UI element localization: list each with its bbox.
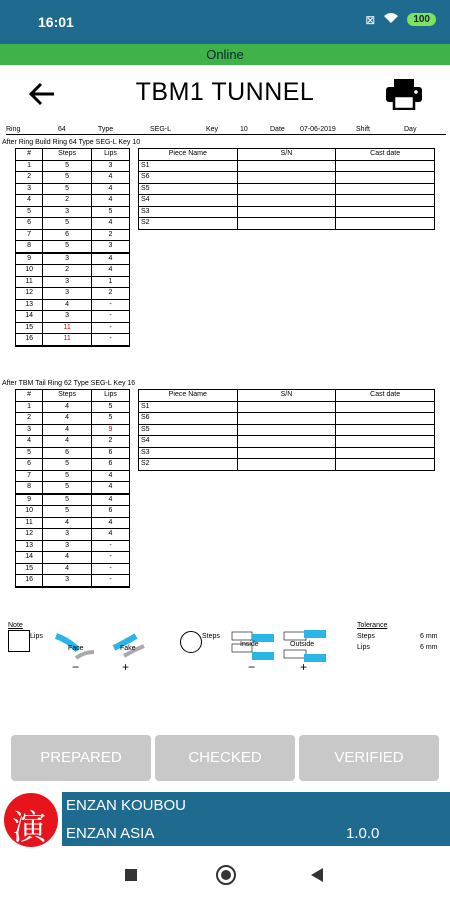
legend <box>0 618 450 678</box>
table-cell: 12 <box>16 529 43 541</box>
table-cell: 5 <box>16 206 43 218</box>
table-cell: 14 <box>16 552 43 564</box>
table-cell: 5 <box>43 172 92 184</box>
table-row <box>16 459 130 471</box>
table-row <box>16 529 130 541</box>
checked-button[interactable]: CHECKED <box>155 735 295 781</box>
table-cell: 2 <box>43 195 92 207</box>
table-cell: 9 <box>16 494 43 506</box>
table-cell: 3 <box>92 160 130 172</box>
table-cell: 11 <box>16 276 43 288</box>
table-cell: - <box>92 540 130 552</box>
status-bar <box>0 0 450 44</box>
piece-name-cell: S6 <box>139 413 238 425</box>
table-cell: 4 <box>92 183 130 195</box>
column-header: S/N <box>237 390 336 402</box>
table-cell: 6 <box>16 218 43 230</box>
table-cell: 15 <box>16 322 43 334</box>
tolerance-lips-label: Lips <box>357 644 370 651</box>
outside-plus-sign: + <box>300 660 308 674</box>
table-row <box>139 413 435 425</box>
table-cell: 5 <box>16 447 43 459</box>
app-version: 1.0.0 <box>346 825 380 842</box>
inside-minus-sign: − <box>248 660 256 674</box>
table-cell: 11 <box>16 517 43 529</box>
inside-label: Inside <box>240 641 259 648</box>
table-cell <box>336 172 435 184</box>
table-row <box>16 506 130 518</box>
table-header-row <box>16 149 130 161</box>
table-row <box>16 401 130 413</box>
table-row <box>16 482 130 494</box>
table-cell: 13 <box>16 299 43 311</box>
table-cell: 13 <box>16 540 43 552</box>
table-row <box>16 218 130 230</box>
verified-button[interactable]: VERIFIED <box>299 735 439 781</box>
table-cell <box>237 172 336 184</box>
table-cell: 4 <box>16 195 43 207</box>
table-row <box>16 276 130 288</box>
table-cell: 1 <box>16 401 43 413</box>
table-cell: 4 <box>43 517 92 529</box>
table-cell: 6 <box>43 229 92 241</box>
table-cell: 16 <box>16 334 43 346</box>
type-value: SEG-L <box>150 126 172 133</box>
tolerance-steps-label: Steps <box>357 633 375 640</box>
table-header-row <box>139 390 435 402</box>
table-row <box>16 470 130 482</box>
ring-label: Ring <box>6 126 21 133</box>
table-cell: 4 <box>92 482 130 494</box>
piece-name-cell: S3 <box>139 447 238 459</box>
piece-name-cell: S1 <box>139 160 238 172</box>
column-header: Cast date <box>336 149 435 161</box>
table-cell: 7 <box>16 229 43 241</box>
table-row <box>16 424 130 436</box>
table-row <box>16 447 130 459</box>
column-header: Lips <box>92 149 130 161</box>
table-cell: 3 <box>43 206 92 218</box>
logo-glyph: 演 <box>12 808 46 848</box>
table-cell: 6 <box>92 459 130 471</box>
company-logo <box>2 792 60 848</box>
status-icons <box>365 12 436 27</box>
after-ring-build-table <box>15 148 130 347</box>
table-cell: 3 <box>43 253 92 265</box>
table-row <box>16 299 130 311</box>
table-cell: 2 <box>16 172 43 184</box>
footer-bar <box>62 792 450 846</box>
plus-sign: + <box>122 660 130 674</box>
table-header-row <box>139 149 435 161</box>
table-row <box>16 288 130 300</box>
piece-name-cell: S1 <box>139 401 238 413</box>
table-row <box>16 494 130 506</box>
table-cell <box>336 218 435 230</box>
table-cell: 9 <box>92 424 130 436</box>
table-cell: - <box>92 322 130 334</box>
piece-name-cell: S4 <box>139 195 238 207</box>
table-cell: 4 <box>43 299 92 311</box>
table-cell: 4 <box>92 253 130 265</box>
face-label: Face <box>68 645 84 652</box>
table-cell <box>336 160 435 172</box>
printer-icon[interactable] <box>384 78 424 110</box>
table-cell: 4 <box>92 195 130 207</box>
column-header: S/N <box>237 149 336 161</box>
table-row <box>16 322 130 334</box>
table-cell: 4 <box>92 218 130 230</box>
ring-value: 64 <box>58 126 66 133</box>
table-cell: 4 <box>43 413 92 425</box>
table-cell: 6 <box>92 447 130 459</box>
note-label: Note <box>8 622 23 629</box>
table-row <box>16 160 130 172</box>
table-cell <box>336 195 435 207</box>
table-cell: 4 <box>43 552 92 564</box>
table-row <box>16 253 130 265</box>
table-cell: 6 <box>92 506 130 518</box>
table-row <box>16 540 130 552</box>
table-cell <box>237 206 336 218</box>
table-cell: 5 <box>43 160 92 172</box>
table-cell <box>237 401 336 413</box>
table-cell <box>336 424 435 436</box>
date-value: 07-06-2019 <box>300 126 336 133</box>
table-row <box>139 183 435 195</box>
table-cell: 10 <box>16 506 43 518</box>
table-cell <box>237 459 336 471</box>
table-row <box>16 172 130 184</box>
after-tbm-tail-caption: After TBM Tail Ring 62 Type SEG-L Key 16 <box>2 380 136 387</box>
lips-diagram-icon <box>48 630 158 668</box>
table-cell: 5 <box>43 494 92 506</box>
table-cell: 4 <box>43 401 92 413</box>
table-row <box>139 218 435 230</box>
after-ring-build-caption: After Ring Build Ring 64 Type SEG-L Key 10 <box>2 139 141 146</box>
table-cell <box>237 160 336 172</box>
table-row <box>16 195 130 207</box>
table-row <box>139 206 435 218</box>
table-cell <box>336 413 435 425</box>
lips-box-icon <box>8 630 30 652</box>
table-cell <box>237 183 336 195</box>
steps-diagram-icon <box>230 630 330 676</box>
table-cell: 3 <box>43 276 92 288</box>
table-row <box>139 160 435 172</box>
table-cell: 3 <box>16 424 43 436</box>
mute-icon: ⊠ <box>365 12 376 27</box>
table-row <box>16 563 130 575</box>
page-title: TBM1 TUNNEL <box>135 78 315 106</box>
table-cell: - <box>92 299 130 311</box>
table-cell <box>336 206 435 218</box>
table-cell: 3 <box>43 575 92 587</box>
after-tbm-tail-pieces-table <box>138 389 435 471</box>
date-label: Date <box>270 126 285 133</box>
shift-label: Shift <box>356 126 371 133</box>
table-row <box>139 195 435 207</box>
table-cell: 4 <box>92 517 130 529</box>
table-row <box>139 436 435 448</box>
tolerance-label: Tolerance <box>357 622 388 629</box>
clock: 16:01 <box>38 14 74 30</box>
column-header: # <box>16 149 43 161</box>
wifi-icon <box>383 12 399 27</box>
table-row <box>16 436 130 448</box>
table-cell: 4 <box>16 436 43 448</box>
minus-sign: − <box>72 660 80 674</box>
table-cell: 5 <box>92 401 130 413</box>
table-cell: 5 <box>43 183 92 195</box>
table-cell: 4 <box>92 529 130 541</box>
table-row <box>16 183 130 195</box>
steps-circle-icon <box>180 631 202 653</box>
table-row <box>16 575 130 587</box>
table-header-row <box>16 390 130 402</box>
table-cell: 11 <box>43 322 92 334</box>
table-cell <box>237 424 336 436</box>
battery-icon: 100 <box>407 13 436 26</box>
lips-legend-label: Lips <box>30 633 43 640</box>
table-cell: 4 <box>43 563 92 575</box>
nav-bar <box>0 855 450 900</box>
table-cell <box>237 195 336 207</box>
piece-name-cell: S5 <box>139 424 238 436</box>
table-cell: 5 <box>43 241 92 253</box>
table-cell: 4 <box>92 494 130 506</box>
table-row <box>16 241 130 253</box>
table-cell <box>237 447 336 459</box>
column-header: Piece Name <box>139 149 238 161</box>
table-cell: 3 <box>43 288 92 300</box>
piece-name-cell: S6 <box>139 172 238 184</box>
table-cell <box>336 447 435 459</box>
table-row <box>16 265 130 277</box>
company-name-2: ENZAN ASIA <box>66 825 155 842</box>
table-cell: 2 <box>92 436 130 448</box>
piece-name-cell: S3 <box>139 206 238 218</box>
table-row <box>16 311 130 323</box>
outside-label: Outside <box>290 641 315 648</box>
table-cell: 3 <box>43 540 92 552</box>
column-header: Cast date <box>336 390 435 402</box>
table-cell: 5 <box>92 206 130 218</box>
table-cell: - <box>92 552 130 564</box>
table-cell: - <box>92 575 130 587</box>
ring-info-line <box>6 125 446 135</box>
piece-name-cell: S2 <box>139 459 238 471</box>
table-row <box>139 459 435 471</box>
table-cell <box>336 459 435 471</box>
table-cell: - <box>92 563 130 575</box>
table-cell: 5 <box>43 506 92 518</box>
company-name-1: ENZAN KOUBOU <box>66 797 187 814</box>
table-cell: 1 <box>92 276 130 288</box>
back-triangle-icon[interactable] <box>310 867 324 883</box>
table-cell: 6 <box>43 447 92 459</box>
table-row <box>139 447 435 459</box>
connection-status: Online <box>0 44 450 65</box>
table-row <box>16 517 130 529</box>
piece-name-cell: S5 <box>139 183 238 195</box>
table-cell <box>237 413 336 425</box>
table-cell: 10 <box>16 265 43 277</box>
table-cell: 4 <box>92 265 130 277</box>
table-cell: 5 <box>92 413 130 425</box>
type-label: Type <box>98 126 114 133</box>
table-cell: - <box>92 334 130 346</box>
table-cell <box>237 218 336 230</box>
column-header: Steps <box>43 390 92 402</box>
piece-name-cell: S2 <box>139 218 238 230</box>
table-cell: 3 <box>92 241 130 253</box>
table-cell: 7 <box>16 470 43 482</box>
table-row <box>16 334 130 346</box>
table-cell: 3 <box>43 529 92 541</box>
table-cell: 4 <box>43 424 92 436</box>
table-cell: 3 <box>43 311 92 323</box>
table-cell: 4 <box>92 172 130 184</box>
prepared-button[interactable]: PREPARED <box>11 735 151 781</box>
fake-label: Fake <box>120 645 136 652</box>
after-ring-build-pieces-table <box>138 148 435 230</box>
table-cell: 8 <box>16 241 43 253</box>
table-cell: 3 <box>16 183 43 195</box>
table-cell <box>336 436 435 448</box>
column-header: Lips <box>92 390 130 402</box>
table-cell: 5 <box>43 218 92 230</box>
table-cell <box>336 401 435 413</box>
table-cell <box>336 183 435 195</box>
table-row <box>139 424 435 436</box>
table-cell: 4 <box>92 470 130 482</box>
column-header: Steps <box>43 149 92 161</box>
table-cell: 16 <box>16 575 43 587</box>
table-cell: 14 <box>16 311 43 323</box>
column-header: Piece Name <box>139 390 238 402</box>
table-cell: 1 <box>16 160 43 172</box>
table-row <box>16 552 130 564</box>
piece-name-cell: S4 <box>139 436 238 448</box>
table-cell: 2 <box>92 229 130 241</box>
table-row <box>139 172 435 184</box>
key-value: 10 <box>240 126 248 133</box>
home-icon[interactable] <box>216 865 236 885</box>
column-header: # <box>16 390 43 402</box>
table-cell: 2 <box>92 288 130 300</box>
key-label: Key <box>206 126 219 133</box>
table-cell <box>237 436 336 448</box>
tolerance-lips-value: 6 mm <box>420 644 438 651</box>
steps-legend-label: Steps <box>202 633 220 640</box>
shift-value: Day <box>404 126 417 133</box>
table-cell: 2 <box>43 265 92 277</box>
table-cell: - <box>92 311 130 323</box>
table-row <box>16 229 130 241</box>
table-cell: 12 <box>16 288 43 300</box>
table-cell: 6 <box>16 459 43 471</box>
table-cell: 8 <box>16 482 43 494</box>
table-row <box>16 206 130 218</box>
table-cell: 15 <box>16 563 43 575</box>
table-cell: 5 <box>43 470 92 482</box>
table-row <box>139 401 435 413</box>
table-cell: 2 <box>16 413 43 425</box>
table-cell: 11 <box>43 334 92 346</box>
table-row <box>16 413 130 425</box>
table-cell: 4 <box>43 436 92 448</box>
table-cell: 9 <box>16 253 43 265</box>
table-cell: 5 <box>43 482 92 494</box>
tolerance-steps-value: 6 mm <box>420 633 438 640</box>
table-cell: 5 <box>43 459 92 471</box>
recents-icon[interactable] <box>125 869 137 881</box>
after-tbm-tail-table <box>15 389 130 588</box>
